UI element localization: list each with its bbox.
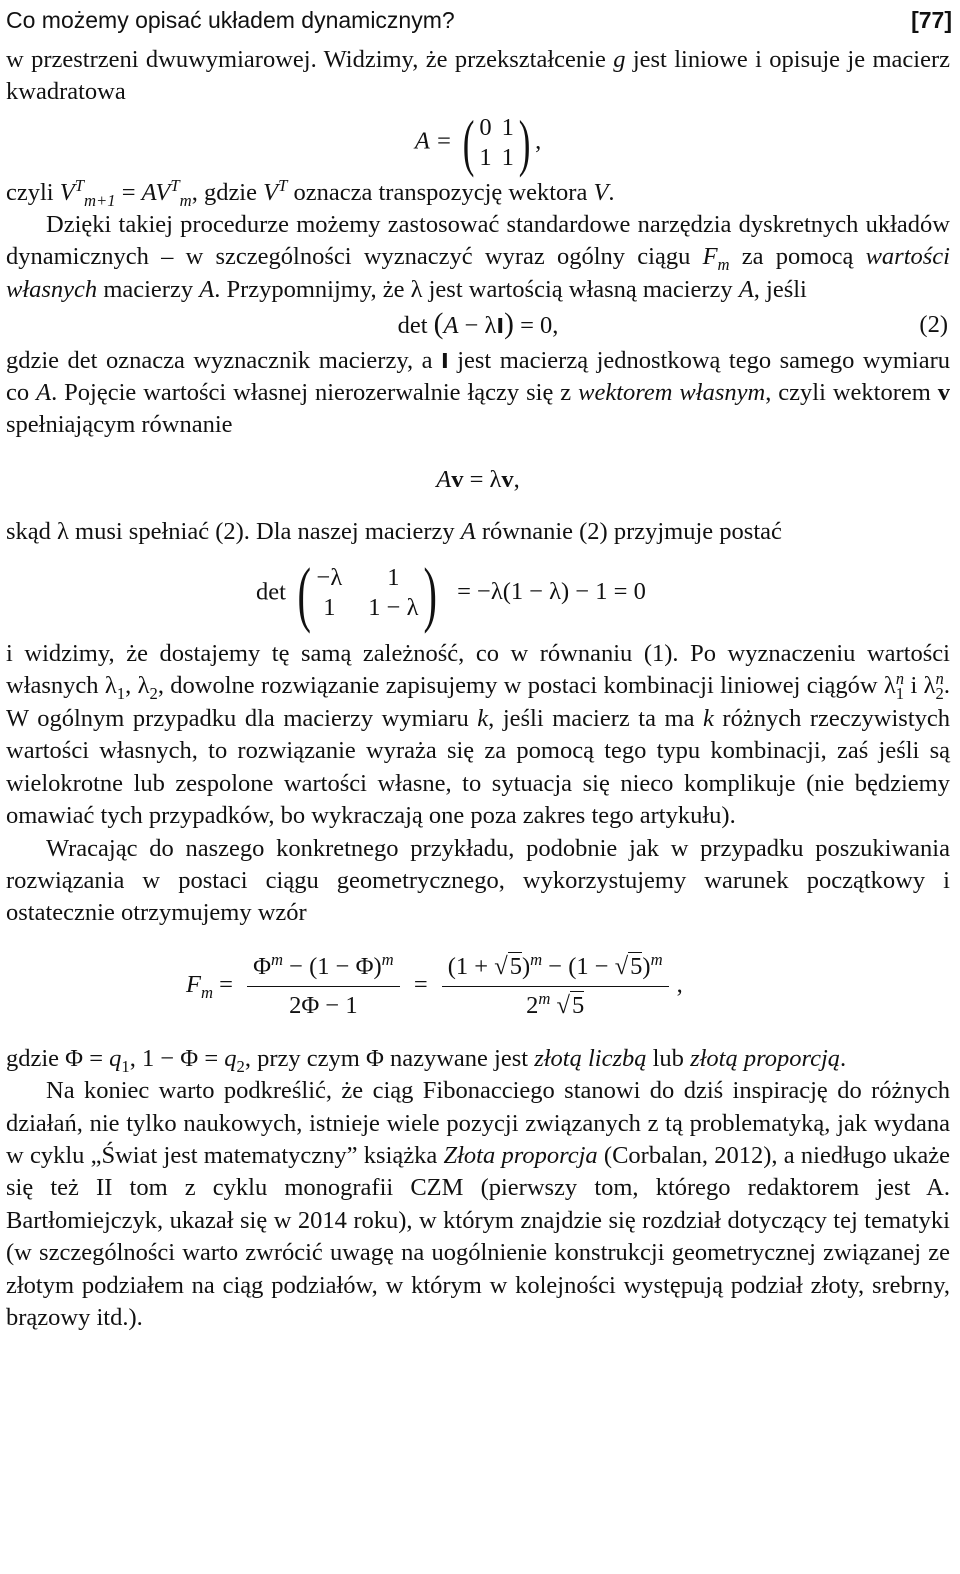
superscript: T <box>74 175 84 195</box>
punct: , <box>513 465 520 493</box>
math-var: AV <box>141 178 171 206</box>
text-run: gdzie Φ = <box>6 1044 110 1072</box>
text-run: , 1 − Φ = <box>129 1044 225 1072</box>
math-var: A <box>460 518 476 546</box>
paragraph-7: Wracając do naszego konkretnego przykładu, podobnie jak w przypadku poszukiwania rozwiązania w postaci ciągu geometrycznego, wykorzystujemy warunek początkowy i ostatecznie otrzymujemy wzór <box>6 834 950 927</box>
text-run: Dzięki takiej procedurze możemy zastosować standardowe narzędzia dyskretnych układów dynamicznych – w szczególności wyznaczyć wyraz ogólny ciągu <box>6 210 950 271</box>
text-run: lub <box>646 1044 691 1072</box>
text-run: Na koniec warto podkreślić, że ciąg Fibonacciego stanowi do dziś inspirację do różnych działań, nie tylko naukowych, istnieje wiele pozycji związanych z tą problematyką, jak wydana w cyklu „Świat jest matematyczny” książka <box>6 1077 950 1169</box>
sqrt-sign: √ <box>494 952 508 980</box>
matrix-cell: 1 <box>323 594 336 622</box>
punct: , <box>535 127 542 155</box>
matrix-cell: 1 − λ <box>368 594 419 622</box>
math-run: = <box>213 970 240 998</box>
subscript: m <box>717 255 730 275</box>
identity-symbol: I <box>496 314 505 339</box>
fraction <box>442 949 669 1021</box>
text-run: w przestrzeni dwuwymiarowej. Widzimy, że przekształcenie <box>6 46 614 73</box>
text-run: . W ogólnym przypadku dla macierzy wymiaru <box>6 672 950 732</box>
paragraph-6 <box>6 638 950 832</box>
bold-vector: v <box>451 465 464 493</box>
equation-eigen <box>6 464 950 496</box>
sqrt-sign: √ <box>614 952 629 980</box>
equation-det <box>6 552 950 634</box>
subscript: 1 <box>121 1056 130 1076</box>
math-run: = <box>413 970 434 998</box>
matrix-cell: 1 <box>501 143 514 171</box>
text-run: za pomocą <box>729 243 866 271</box>
text-run: , jeśli macierz ta ma <box>488 704 703 732</box>
text-run: oznacza transpozycję wektora <box>287 178 594 206</box>
math-run: = 0, <box>513 312 559 340</box>
matrix-grid <box>317 563 419 623</box>
math-var: A <box>436 465 452 493</box>
radicand: 5 <box>509 952 522 980</box>
text-run: skąd λ musi spełniać (2). Dla naszej macierzy <box>6 518 461 546</box>
superscript: m <box>530 949 543 969</box>
left-paren: ( <box>297 552 312 634</box>
left-paren: ( <box>462 106 475 178</box>
paragraph-5 <box>6 516 950 548</box>
emphasis: wektorem własnym <box>578 378 766 406</box>
superscript: m <box>538 988 551 1008</box>
matrix <box>292 552 443 634</box>
math-run: 2 <box>526 991 539 1019</box>
text-run: , gdzie <box>191 178 264 206</box>
math-run: − λ <box>458 312 497 340</box>
math-op: det <box>256 577 286 605</box>
math-run: Φ <box>253 952 271 980</box>
fraction <box>247 949 400 1021</box>
math-run: ) <box>642 952 651 980</box>
math-var: V <box>593 178 609 206</box>
superscript: n <box>895 669 905 689</box>
emphasis: wartości własnych <box>6 243 950 303</box>
equation-2 <box>6 308 950 342</box>
page-number: [77] <box>911 6 952 33</box>
equation-binet <box>6 949 950 1021</box>
sqrt-sign: √ <box>550 991 570 1019</box>
text-run: . Przypomnijmy, że λ jest wartością własną macierzy <box>214 275 739 303</box>
matrix <box>458 106 535 178</box>
subscript: 2 <box>149 684 158 704</box>
math-run: − (1 − Φ) <box>283 952 382 980</box>
book-title: Złota proporcja <box>443 1141 598 1169</box>
superscript: m <box>271 949 284 969</box>
text-run: jest macierzą jednostkową tego samego wymiaru co <box>6 346 950 406</box>
math-var: F <box>702 243 718 271</box>
numerator <box>442 949 669 987</box>
math-var: F <box>186 970 201 998</box>
text-run: gdzie det oznacza wyznacznik macierzy, a <box>6 346 441 374</box>
paragraph-9 <box>6 1075 950 1334</box>
text-run: , przy czym Φ nazywane jest <box>244 1044 535 1072</box>
math-var: k <box>477 704 489 732</box>
math-var: k <box>703 704 714 732</box>
math-lhs: A = <box>414 127 452 155</box>
paragraph-4 <box>6 345 950 442</box>
page-header <box>0 0 960 40</box>
text-run: = <box>115 178 142 206</box>
superscript: T <box>278 175 288 195</box>
matrix-grid <box>479 113 514 173</box>
emphasis: złotą proporcją <box>690 1044 841 1072</box>
right-paren: ) <box>504 308 514 341</box>
subscript: m <box>200 982 213 1002</box>
subscript: 2 <box>935 684 944 704</box>
matrix-cell: 0 <box>479 113 492 141</box>
text-run: , dowolne rozwiązanie zapisujemy w postaci kombinacji liniowej ciągów λ <box>157 672 896 700</box>
superscript: m <box>381 949 394 969</box>
denominator: 2Φ − 1 <box>289 991 358 1019</box>
equation-matrix-a <box>6 106 950 178</box>
math-run: − (1 − <box>542 952 615 980</box>
matrix-cell: −λ <box>316 564 343 592</box>
radicand: 5 <box>630 952 643 980</box>
matrix-cell: 1 <box>479 143 492 171</box>
superscript: m <box>650 949 663 969</box>
text-run: . Pojęcie wartości własnej nierozerwalnie łączy się z <box>51 378 579 406</box>
paragraph-1 <box>6 44 950 109</box>
punct: , <box>676 970 683 998</box>
math-run: ) <box>521 952 531 980</box>
text-run: jest liniowe i opisuje je macierz kwadratowa <box>6 46 950 106</box>
denominator <box>520 987 590 1021</box>
punct: . <box>608 178 615 206</box>
running-title: Co możemy opisać układem dynamicznym? <box>6 6 455 33</box>
subscript: 1 <box>895 684 905 704</box>
math-var: g <box>613 46 626 73</box>
text-run: (Corbalan, 2012), a niedługo ukaże się też II tom z cyklu monografii CZM (pierwszy tom, którego redaktorem jest A. Bartłomiejczyk, ukazał się w 2014 roku), w którym znajdzie się rozdział dotyczący tej tematyki (w szczególności warto zwrócić uwagę na uogólnienie konstrukcji geometrycznej związanej ze złotym podziałem na ciąg podziałów, w którym w kolejności występują podział złoty, srebrny, brązowy itd.). <box>6 1141 951 1331</box>
left-paren: ( <box>433 308 444 341</box>
math-var: A <box>443 312 459 340</box>
superscript: n <box>935 669 944 689</box>
math-run: = −λ(1 − λ) − 1 = 0 <box>457 577 646 605</box>
radicand: 5 <box>571 991 585 1019</box>
subscript: m+1 <box>83 190 116 210</box>
identity-symbol: I <box>440 348 449 373</box>
paragraph-2 <box>6 177 950 209</box>
text-run: i λ <box>904 672 936 700</box>
math-var: V <box>263 178 279 206</box>
subscript: m <box>179 190 192 210</box>
superscript: T <box>170 175 180 195</box>
punct: . <box>840 1044 847 1072</box>
math-var: V <box>59 178 75 206</box>
bold-vector: v <box>937 378 951 406</box>
right-paren: ) <box>423 552 438 634</box>
paragraph-8 <box>6 1043 950 1075</box>
text-run: , λ <box>125 672 150 700</box>
page-body <box>6 44 950 1334</box>
math-run: (1 + <box>447 952 495 980</box>
subscript: 2 <box>236 1056 245 1076</box>
subscript: 1 <box>116 684 126 704</box>
right-paren: ) <box>518 106 531 178</box>
text-run: spełniającym równanie <box>6 411 233 439</box>
math-var: A <box>36 378 52 406</box>
math-var: q <box>224 1044 237 1072</box>
text-run: , jeśli <box>753 275 807 303</box>
text-run: równanie (2) przyjmuje postać <box>475 518 782 546</box>
math-run: = λ <box>463 465 502 493</box>
math-var: q <box>109 1044 122 1072</box>
bold-vector: v <box>501 465 514 493</box>
equation-number: (2) <box>919 311 948 339</box>
math-var: A <box>199 275 215 303</box>
paragraph-3 <box>6 209 950 306</box>
math-var: A <box>738 275 754 303</box>
text-run: różnych rzeczywistych wartości własnych, to rozwiązanie wyraża się za pomocą tego typu kombinacji, zaś jeśli są wielokrotne lub zespolone wartości własne, to sytuacja się nieco komplikuje (nie będziemy omawiać tych przypadków, bo wykraczają one poza zakres tego artykułu). <box>6 704 950 830</box>
text-run: i widzimy, że dostajemy tę samą zależność, co w równaniu (1). Po wyznaczeniu wartości własnych λ <box>6 640 950 700</box>
emphasis: złotą liczbą <box>534 1044 647 1072</box>
matrix-cell: 1 <box>501 113 514 141</box>
math-op: det <box>397 312 428 340</box>
text-run: macierzy <box>97 275 200 303</box>
text-run: , czyli wektorem <box>765 378 938 406</box>
numerator <box>247 949 400 987</box>
matrix-cell: 1 <box>387 564 400 592</box>
text-run: czyli <box>6 178 60 206</box>
